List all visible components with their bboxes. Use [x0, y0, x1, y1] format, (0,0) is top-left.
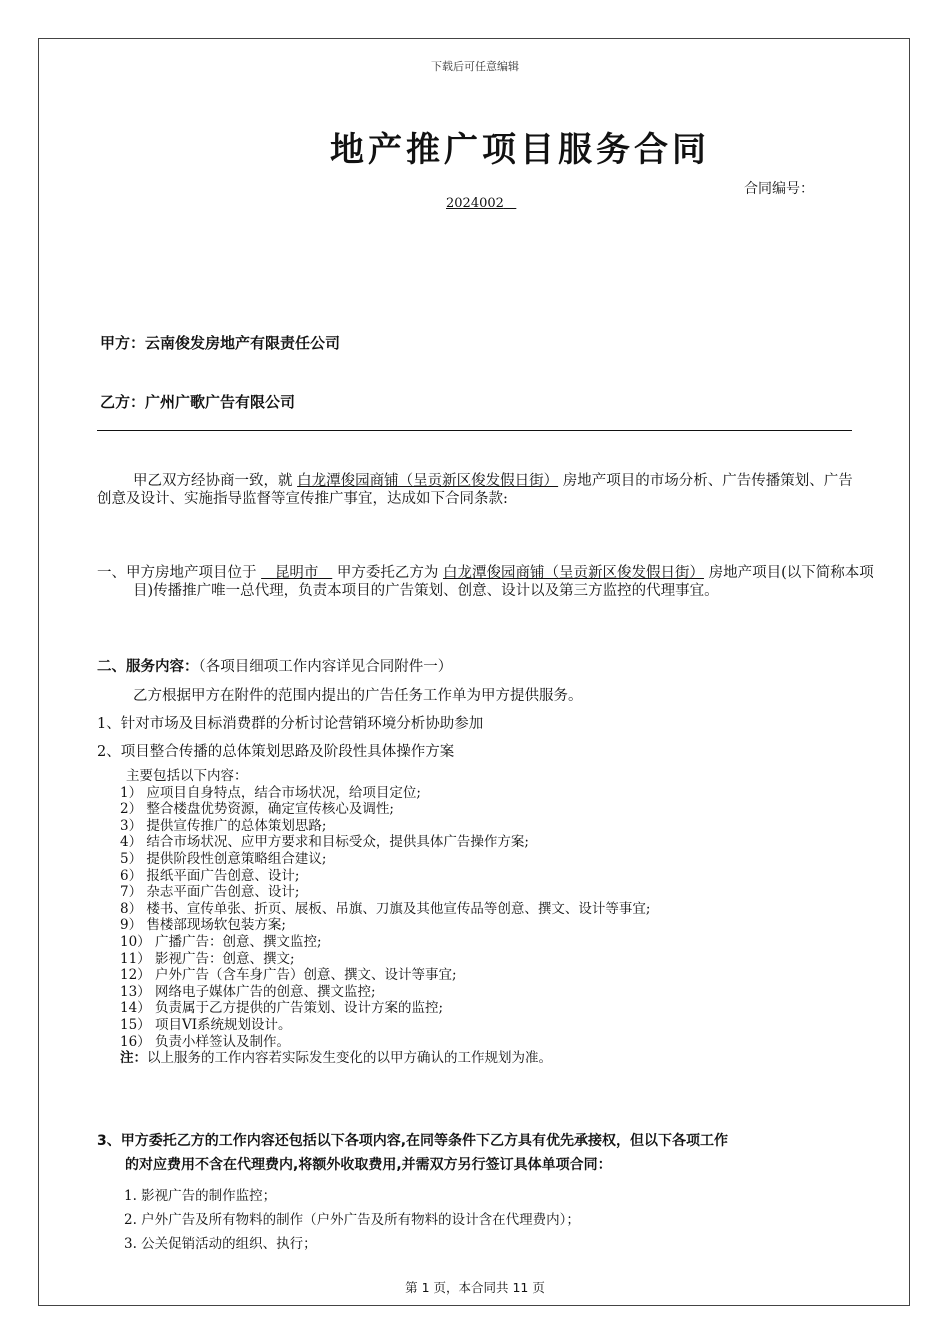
- project-city: 昆明市: [274, 565, 319, 581]
- list-item: 6） 报纸平面广告创意、设计;: [120, 867, 300, 884]
- list-item: 10） 广播广告：创意、撰文监控;: [120, 933, 322, 950]
- list-item: 2） 整合楼盘优势资源，确定宣传核心及调性;: [120, 801, 394, 818]
- list-item: 16） 负责小样签认及制作。: [120, 1033, 290, 1050]
- list-item: 9） 售楼部现场软包装方案;: [120, 917, 286, 934]
- section-2-item-1: 1、针对市场及目标消费群的分析讨论营销环境分析协助参加: [97, 716, 484, 732]
- intro-project-name: 白龙潭俊园商铺（呈贡新区俊发假日街）: [297, 473, 559, 489]
- section-3-list: [124, 1184, 580, 1256]
- list-item: 8） 楼书、宣传单张、折页、展板、吊旗、刀旗及其他宣传品等创意、撰文、设计等事宜;: [120, 900, 651, 917]
- list-item: 11） 影视广告：创意、撰文;: [120, 950, 295, 967]
- content-list: [120, 768, 650, 1067]
- header-note: 下载后可任意编辑: [431, 60, 519, 73]
- section-1-project-name: 白龙潭俊园商铺（呈贡新区俊发假日街）: [442, 565, 704, 581]
- intro-paragraph: 甲乙双方经协商一致，就 白龙潭俊园商铺（呈贡新区俊发假日街） 房地产项目的市场分析、广告传播策划、广告创意及设计、实施指导监督等宣传推广事宜，达成如下合同条款:: [97, 473, 853, 507]
- section-1-paragraph: 一、甲方房地产项目位于 昆明市 甲方委托乙方为 白龙潭俊园商铺（呈贡新区俊发假日街） 房地产项目(以下简称本项目)传播推广唯一总代理，负责本项目的广告策划、创意、设计以及第三方监控的代理事宜。: [97, 565, 874, 599]
- section-3-heading: 3、甲方委托乙方的工作内容还包括以下各项内容,在同等条件下乙方具有优先承接权，但以下各项工作 的对应费用不含在代理费内,将额外收取费用,并需双方另行签订具体单项合同：: [97, 1133, 729, 1173]
- list-item: 12） 户外广告（含车身广告）创意、撰文、设计等事宜;: [120, 967, 457, 984]
- section-2-heading: 二、服务内容：（各项目细项工作内容详见合同附件一）: [97, 659, 453, 675]
- list-item: 1. 影视广告的制作监控；: [124, 1188, 277, 1204]
- list-item: 1） 应项目自身特点，结合市场状况，给项目定位;: [120, 784, 421, 801]
- page-footer: 第 1 页，本合同共 11 页: [405, 1280, 545, 1295]
- list-item: 2. 户外广告及所有物料的制作（户外广告及所有物料的设计含在代理费内）；: [124, 1212, 580, 1228]
- section-2-description: 乙方根据甲方在附件的范围内提出的广告任务工作单为甲方提供服务。: [133, 688, 583, 704]
- list-item: 15） 项目VI系统规划设计。: [120, 1016, 292, 1033]
- list-item: 7） 杂志平面广告创意、设计;: [120, 884, 300, 901]
- party-b: 乙方：广州广歌广告有限公司: [100, 393, 296, 411]
- divider: [97, 430, 852, 431]
- contract-number-label: 合同编号：: [744, 181, 814, 197]
- content-note: 注：以上服务的工作内容若实际发生变化的以甲方确认的工作规划为准。: [120, 1050, 552, 1067]
- list-item: 5） 提供阶段性创意策略组合建议;: [120, 850, 327, 867]
- list-item: 3） 提供宣传推广的总体策划思路;: [120, 817, 327, 834]
- list-item: 4） 结合市场状况、应甲方要求和目标受众，提供具体广告操作方案;: [120, 834, 529, 851]
- contract-number-value: 2024002: [446, 196, 504, 211]
- list-item: 13） 网络电子媒体广告的创意、撰文监控;: [120, 983, 376, 1000]
- list-item: 3. 公关促销活动的组织、执行；: [124, 1236, 317, 1252]
- document-title: 地产推广项目服务合同: [330, 130, 710, 170]
- content-list-intro: 主要包括以下内容：: [126, 768, 248, 784]
- list-item: 14） 负责属于乙方提供的广告策划、设计方案的监控;: [120, 1000, 444, 1017]
- party-a: 甲方：云南俊发房地产有限责任公司: [100, 334, 341, 352]
- section-2-item-2: 2、项目整合传播的总体策划思路及阶段性具体操作方案: [97, 744, 455, 760]
